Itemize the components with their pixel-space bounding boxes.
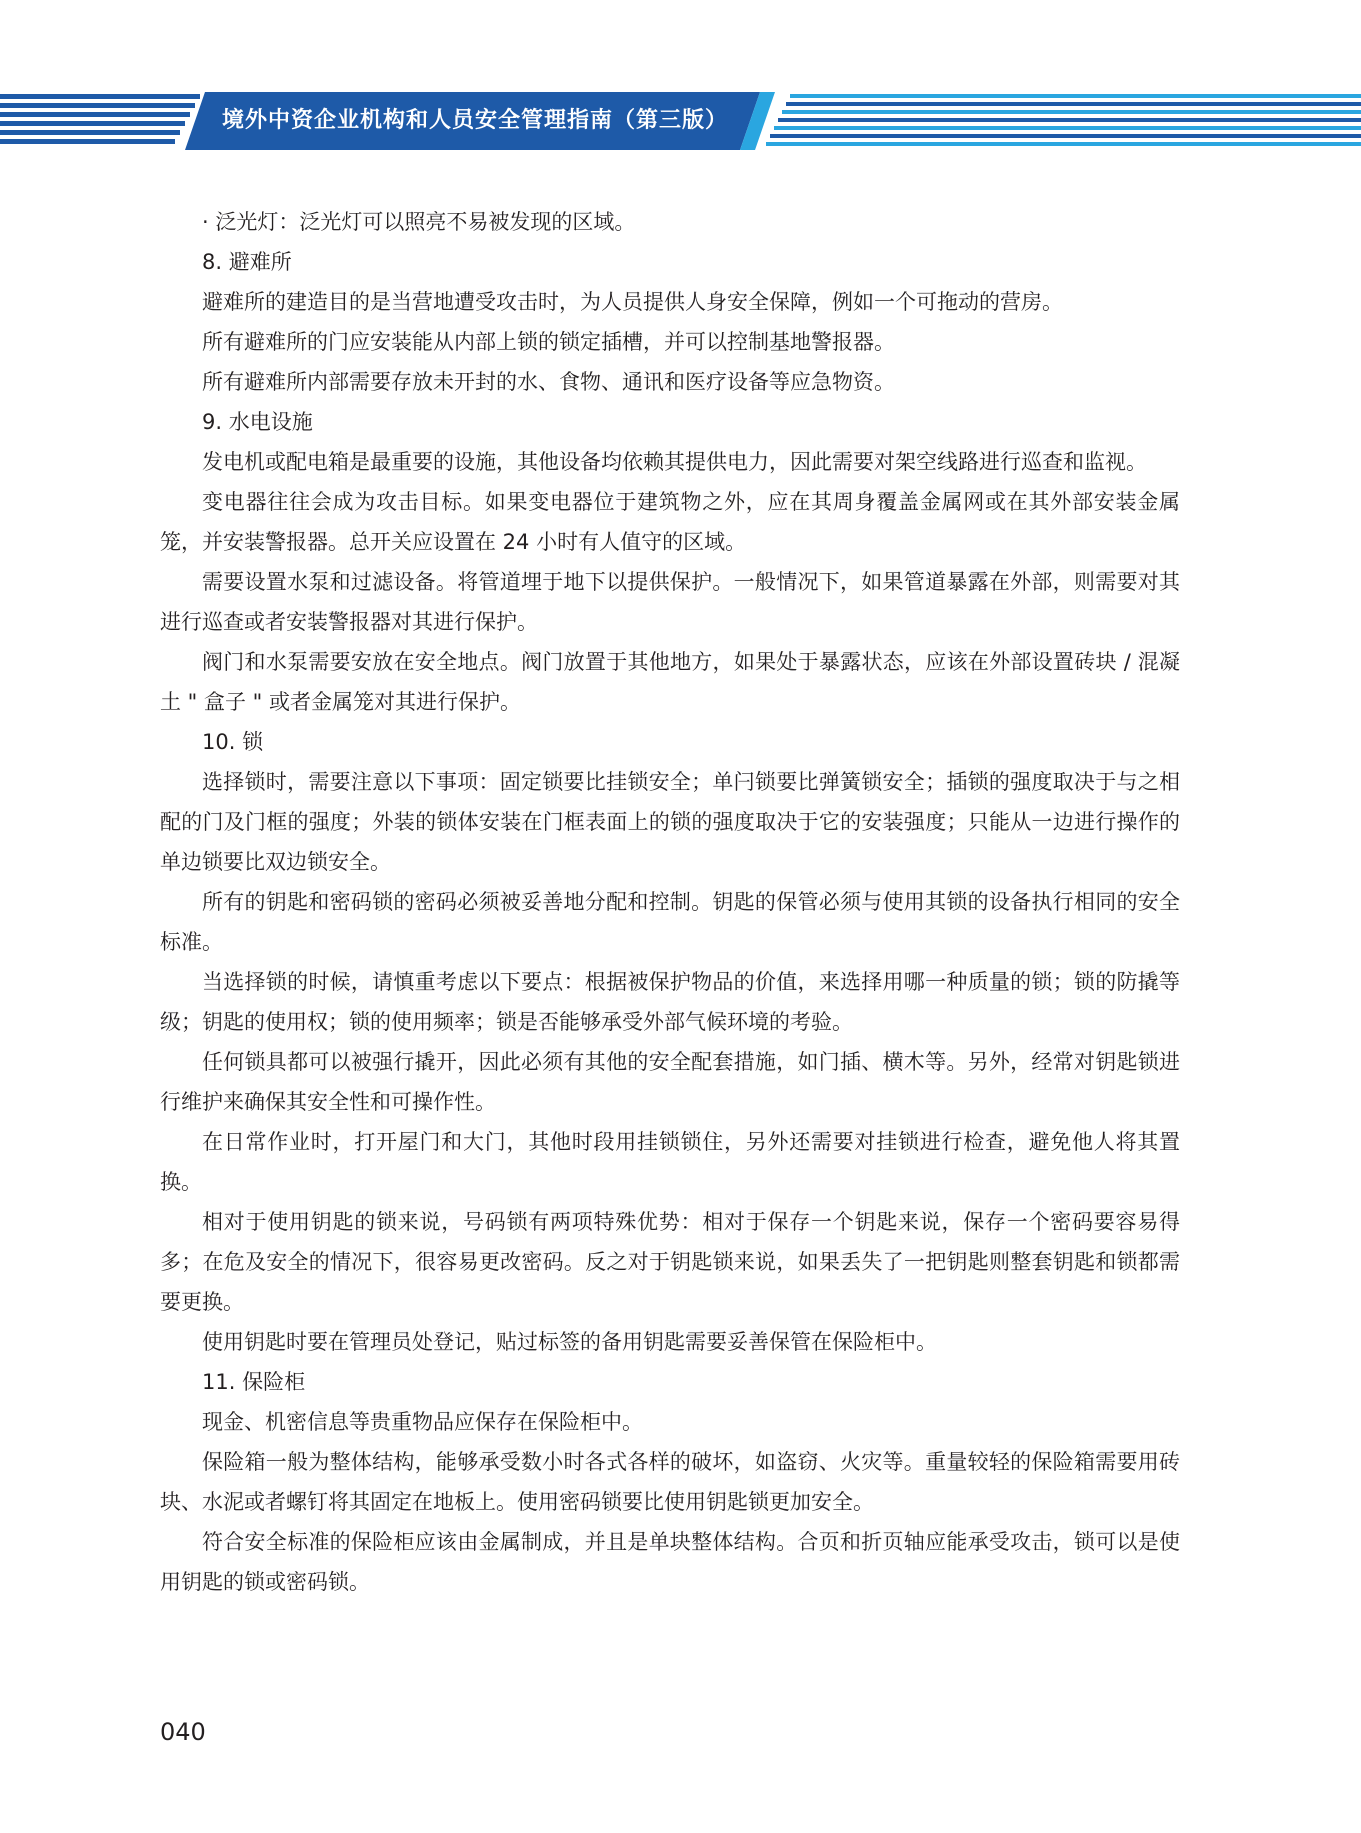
paragraph: 相对于使用钥匙的锁来说，号码锁有两项特殊优势：相对于保存一个钥匙来说，保存一个密码要容易得多；在危及安全的情况下，很容易更改密码。反之对于钥匙锁来说，如果丢失了一把钥匙则整套钥匙和锁都需要更换。 xyxy=(160,1210,1180,1314)
paragraph: 所有避难所的门应安装能从内部上锁的锁定插槽，并可以控制基地警报器。 xyxy=(202,330,895,354)
paragraph: 变电器往往会成为攻击目标。如果变电器位于建筑物之外，应在其周身覆盖金属网或在其外部安装金属笼，并安装警报器。总开关应设置在 24 小时有人值守的区域。 xyxy=(160,490,1180,554)
paragraph: 所有的钥匙和密码锁的密码必须被妥善地分配和控制。钥匙的保管必须与使用其锁的设备执行相同的安全标准。 xyxy=(160,890,1180,954)
section-heading: 11. 保险柜 xyxy=(202,1370,306,1394)
paragraph: 现金、机密信息等贵重物品应保存在保险柜中。 xyxy=(202,1410,643,1434)
paragraph: 在日常作业时，打开屋门和大门，其他时段用挂锁锁住，另外还需要对挂锁进行检查，避免他人将其置换。 xyxy=(160,1130,1180,1194)
section-heading: 9. 水电设施 xyxy=(202,410,313,434)
paragraph: 选择锁时，需要注意以下事项：固定锁要比挂锁安全；单闩锁要比弹簧锁安全；插锁的强度取决于与之相配的门及门框的强度；外装的锁体安装在门框表面上的锁的强度取决于它的安装强度；只能从一边进行操作的单边锁要比双边锁安全。 xyxy=(160,770,1180,874)
paragraph: 保险箱一般为整体结构，能够承受数小时各式各样的破坏，如盗窃、火灾等。重量较轻的保险箱需要用砖块、水泥或者螺钉将其固定在地板上。使用密码锁要比使用钥匙锁更加安全。 xyxy=(160,1450,1180,1514)
section-heading: 8. 避难所 xyxy=(202,250,292,274)
page-number: 040 xyxy=(160,1718,206,1746)
body-text xyxy=(160,202,1180,1602)
paragraph: 当选择锁的时候，请慎重考虑以下要点：根据被保护物品的价值，来选择用哪一种质量的锁；锁的防撬等级；钥匙的使用权；锁的使用频率；锁是否能够承受外部气候环境的考验。 xyxy=(160,970,1180,1034)
paragraph: · 泛光灯：泛光灯可以照亮不易被发现的区域。 xyxy=(202,210,636,234)
header-banner xyxy=(0,92,1361,150)
section-heading: 10. 锁 xyxy=(202,730,264,754)
paragraph: 任何锁具都可以被强行撬开，因此必须有其他的安全配套措施，如门插、横木等。另外，经常对钥匙锁进行维护来确保其安全性和可操作性。 xyxy=(160,1050,1180,1114)
paragraph: 符合安全标准的保险柜应该由金属制成，并且是单块整体结构。合页和折页轴应能承受攻击，锁可以是使用钥匙的锁或密码锁。 xyxy=(160,1530,1180,1594)
paragraph: 避难所的建造目的是当营地遭受攻击时，为人员提供人身安全保障，例如一个可拖动的营房。 xyxy=(202,290,1063,314)
paragraph: 使用钥匙时要在管理员处登记，贴过标签的备用钥匙需要妥善保管在保险柜中。 xyxy=(202,1330,937,1354)
paragraph: 需要设置水泵和过滤设备。将管道埋于地下以提供保护。一般情况下，如果管道暴露在外部，则需要对其进行巡查或者安装警报器对其进行保护。 xyxy=(160,570,1180,634)
running-header-title: 境外中资企业机构和人员安全管理指南（第三版） xyxy=(222,108,729,133)
paragraph: 阀门和水泵需要安放在安全地点。阀门放置于其他地方，如果处于暴露状态，应该在外部设置砖块 / 混凝土 " 盒子 " 或者金属笼对其进行保护。 xyxy=(160,650,1180,714)
paragraph: 发电机或配电箱是最重要的设施，其他设备均依赖其提供电力，因此需要对架空线路进行巡查和监视。 xyxy=(202,450,1147,474)
paragraph: 所有避难所内部需要存放未开封的水、食物、通讯和医疗设备等应急物资。 xyxy=(202,370,895,394)
